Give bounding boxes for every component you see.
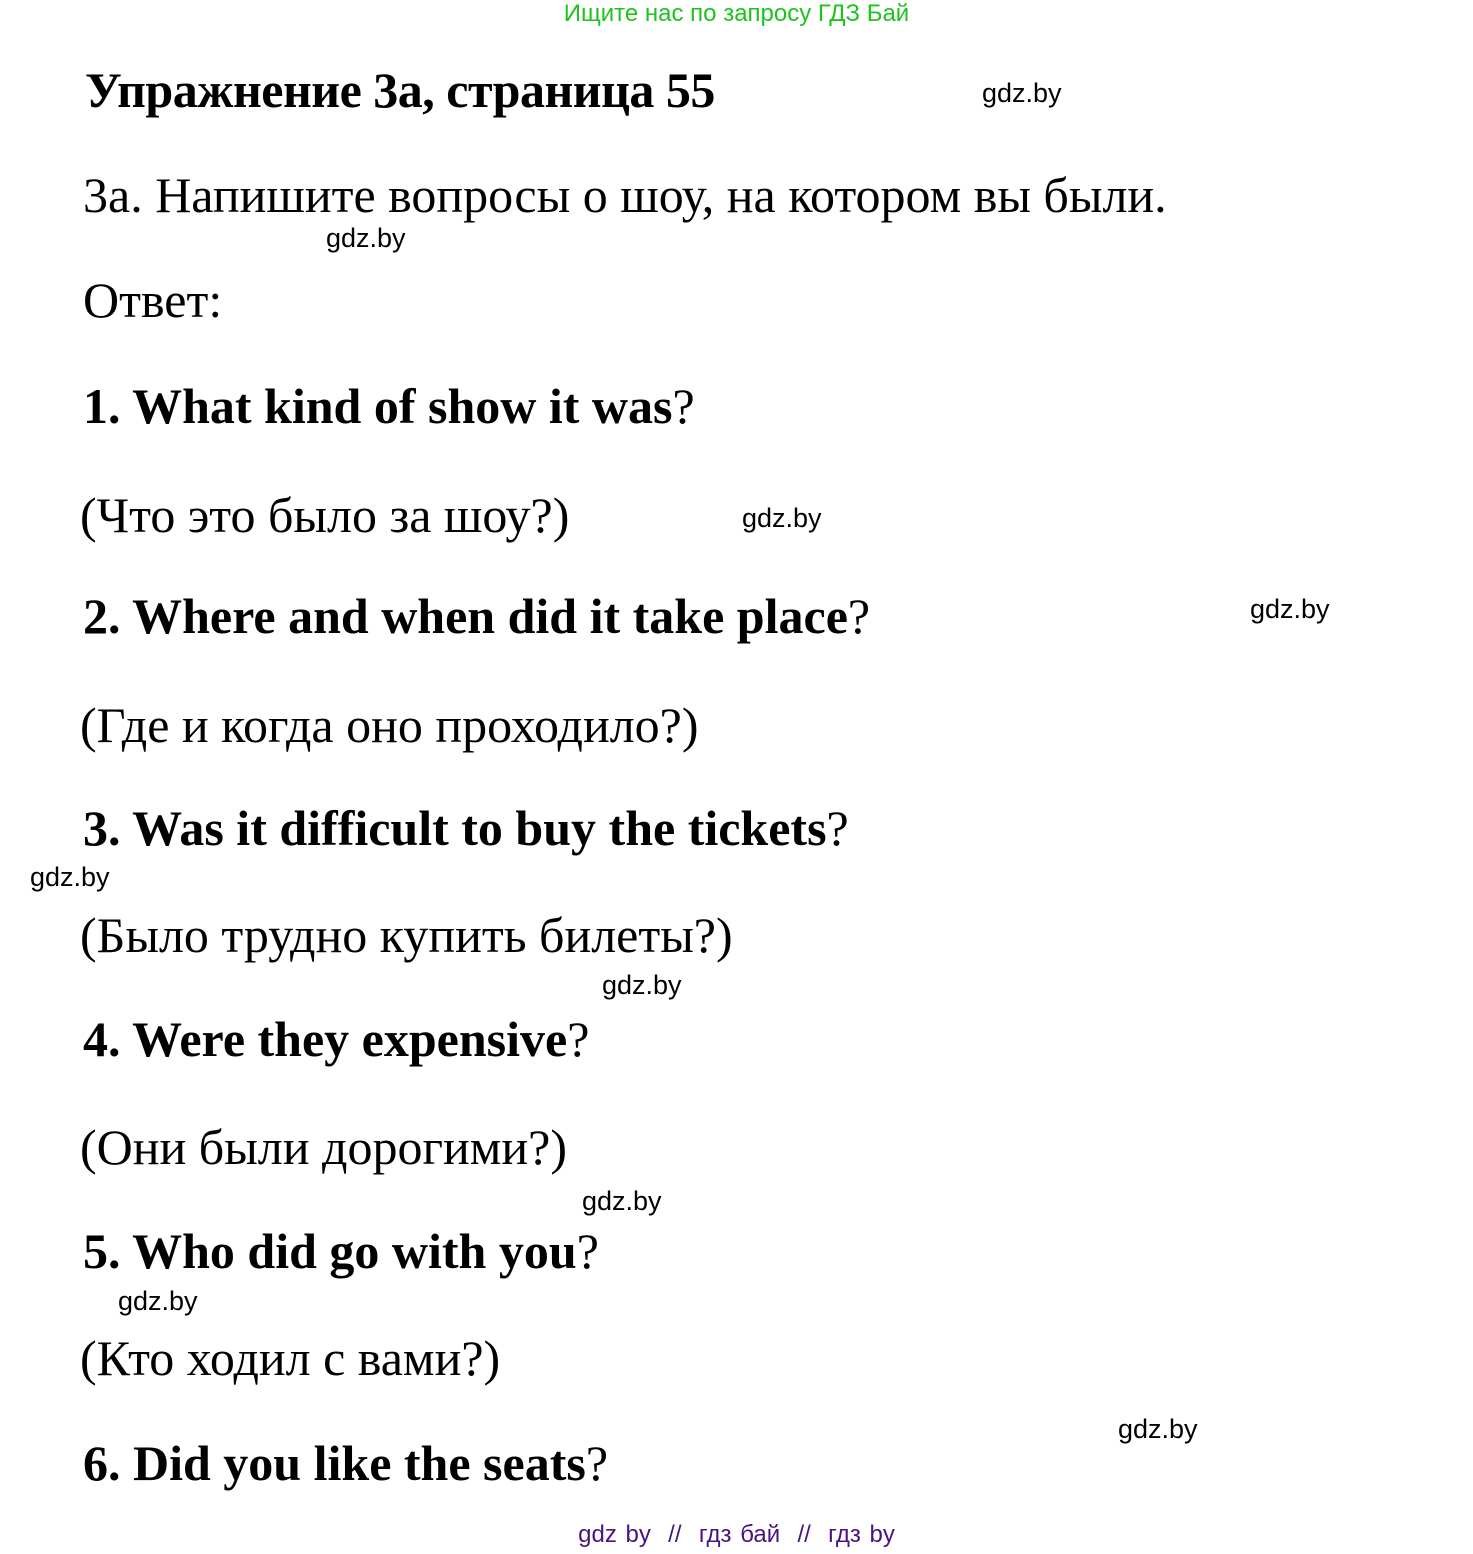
question-mark: ? — [826, 800, 849, 856]
watermark: gdz.by — [30, 862, 110, 892]
question-mark: ? — [567, 1011, 590, 1067]
question-mark: ? — [585, 1435, 609, 1491]
question-2-translation: (Где и когда оно проходило?) — [80, 697, 699, 753]
question-3 — [83, 798, 849, 858]
question-1-translation: (Что это было за шоу?) — [80, 487, 570, 543]
question-5 — [83, 1221, 599, 1281]
watermark: gdz.by — [982, 78, 1062, 108]
question-mark: ? — [847, 588, 871, 644]
question-4 — [83, 1009, 589, 1069]
question-4-translation: (Они были дорогими?) — [80, 1119, 567, 1175]
question-mark: ? — [576, 1223, 599, 1279]
question-1-en: 1. What kind of show it was — [83, 378, 673, 434]
question-mark: ? — [672, 378, 695, 434]
question-4-en: 4. Were they expensive — [83, 1011, 568, 1067]
watermark: gdz.by — [602, 970, 682, 1000]
question-6 — [83, 1433, 608, 1493]
watermark: gdz.by — [742, 503, 822, 533]
watermark: gdz.by — [1250, 594, 1330, 624]
watermark: gdz.by — [1118, 1414, 1198, 1444]
question-2-en: 2. Where and when did it take place — [83, 588, 848, 644]
question-3-translation: (Было трудно купить билеты?) — [80, 907, 733, 963]
question-2 — [83, 586, 870, 646]
question-6-en: 6. Did you like the seats — [83, 1435, 586, 1491]
watermark: gdz.by — [582, 1186, 662, 1216]
page-title: Упражнение 3а, страница 55 — [85, 62, 715, 118]
watermark: gdz.by — [118, 1286, 198, 1316]
question-5-translation: (Кто ходил с вами?) — [80, 1330, 501, 1386]
question-1 — [83, 376, 695, 436]
task-text: 3а. Напишите вопросы о шоу, на котором вы были. — [83, 167, 1167, 223]
footer-text[interactable]: gdz by // гдз бай // гдз by — [578, 1521, 895, 1548]
footer-links — [0, 1520, 1473, 1550]
answer-label: Ответ: — [83, 272, 223, 328]
watermark: gdz.by — [326, 223, 406, 253]
top-banner: Ищите нас по запросу ГДЗ Бай — [563, 0, 910, 27]
question-5-en: 5. Who did go with you — [83, 1223, 577, 1279]
question-3-en: 3. Was it difficult to buy the tickets — [83, 800, 827, 856]
